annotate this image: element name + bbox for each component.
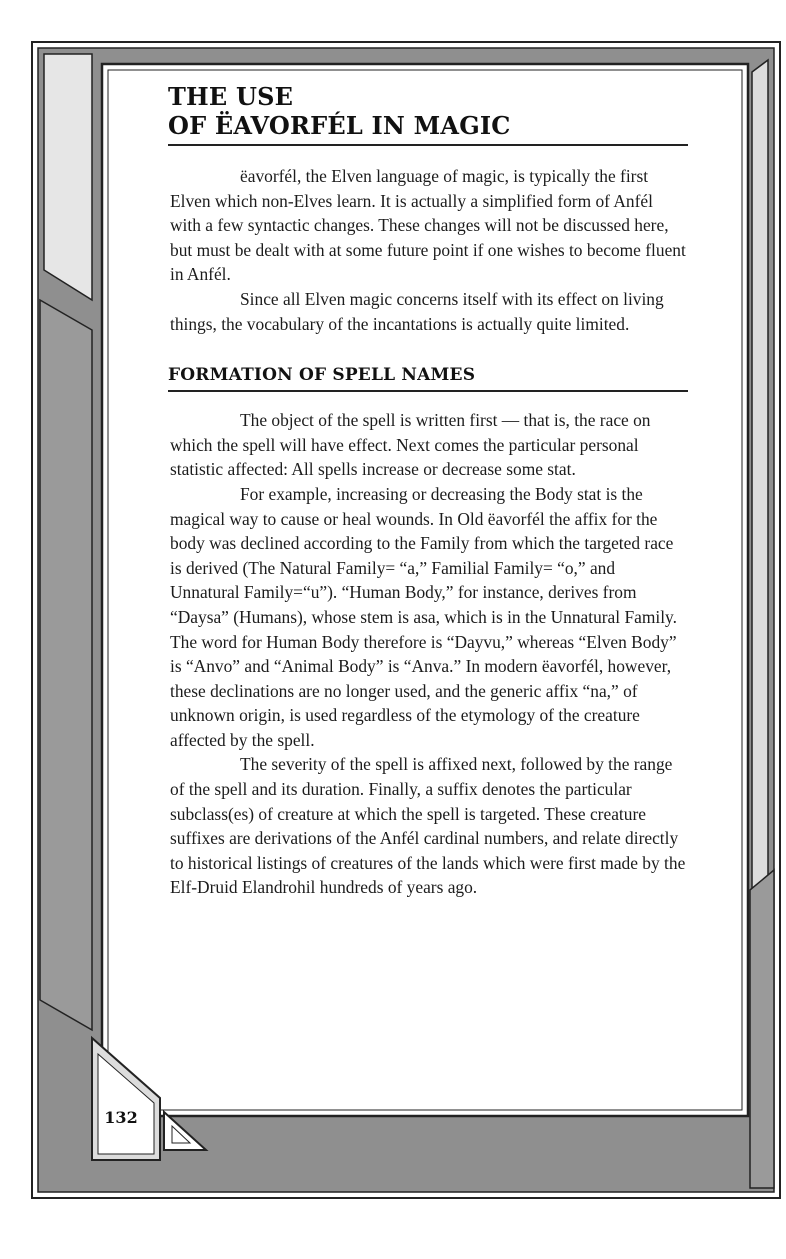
section-text xyxy=(168,408,688,900)
intro-paragraph-2: Since all Elven magic concerns itself with its effect on living things, the vocabulary of the incantations is actually quite limited. xyxy=(170,288,664,334)
section-heading: FORMATION OF SPELL NAMES xyxy=(168,365,476,386)
page-content xyxy=(168,82,688,900)
section-paragraph-3: The severity of the spell is affixed next, followed by the range of the spell and its duration. Finally, a suffix denotes the particular subclass(es) of creature at which the spell is targeted. These creature suffixes are derivations of the Anfél cardinal numbers, and relate directly to historical listings of creatures of the lands which were first made by the Elf-Druid Elandrohil hundreds of years ago. xyxy=(170,754,686,898)
bottom-right-diagonal xyxy=(750,870,774,1188)
intro-text xyxy=(168,164,688,336)
page-title xyxy=(168,82,688,140)
section-rule xyxy=(168,390,688,392)
title-line-2: OF ËAVORFÉL IN MAGIC xyxy=(168,111,511,140)
left-diagonal-inset xyxy=(40,300,92,1030)
page-number: 132 xyxy=(104,1108,138,1127)
section-paragraph-2: For example, increasing or decreasing the Body stat is the magical way to cause or heal wounds. In Old ëavorfél the affix for the body was declined according to the Family from which the targeted race is derived (The Natural Family= “a,” Familial Family= “o,” and Unnatural Family=“u”). “Human Body,” for instance, derives from “Daysa” (Humans), whose stem is asa, which is in the Unnatural Family. The word for Human Body therefore is “Dayvu,” whereas “Elven Body” is “Anvo” and “Animal Body” is “Anva.” In modern ëavorfél, however, these declinations are no longer used, and the generic affix “na,” of unknown origin, is used regardless of the etymology of the creature affected by the spell. xyxy=(170,483,677,750)
title-line-1: THE USE xyxy=(168,82,294,111)
intro-paragraph-1: ëavorfél, the Elven language of magic, is typically the first Elven which non-Elves learn. It is actually a simplified form of Anfél with a few syntactic changes. These changes will not be discussed here, but must be dealt with at some future point if one wishes to become fluent in Anfél. xyxy=(170,166,686,285)
left-light-panel xyxy=(44,54,92,300)
right-light-panel xyxy=(752,60,768,900)
section-paragraph-1: The object of the spell is written first — that is, the race on which the spell will have effect. Next comes the particular personal statistic affected: All spells increase or decrease some stat. xyxy=(170,410,651,480)
title-rule xyxy=(168,144,688,146)
